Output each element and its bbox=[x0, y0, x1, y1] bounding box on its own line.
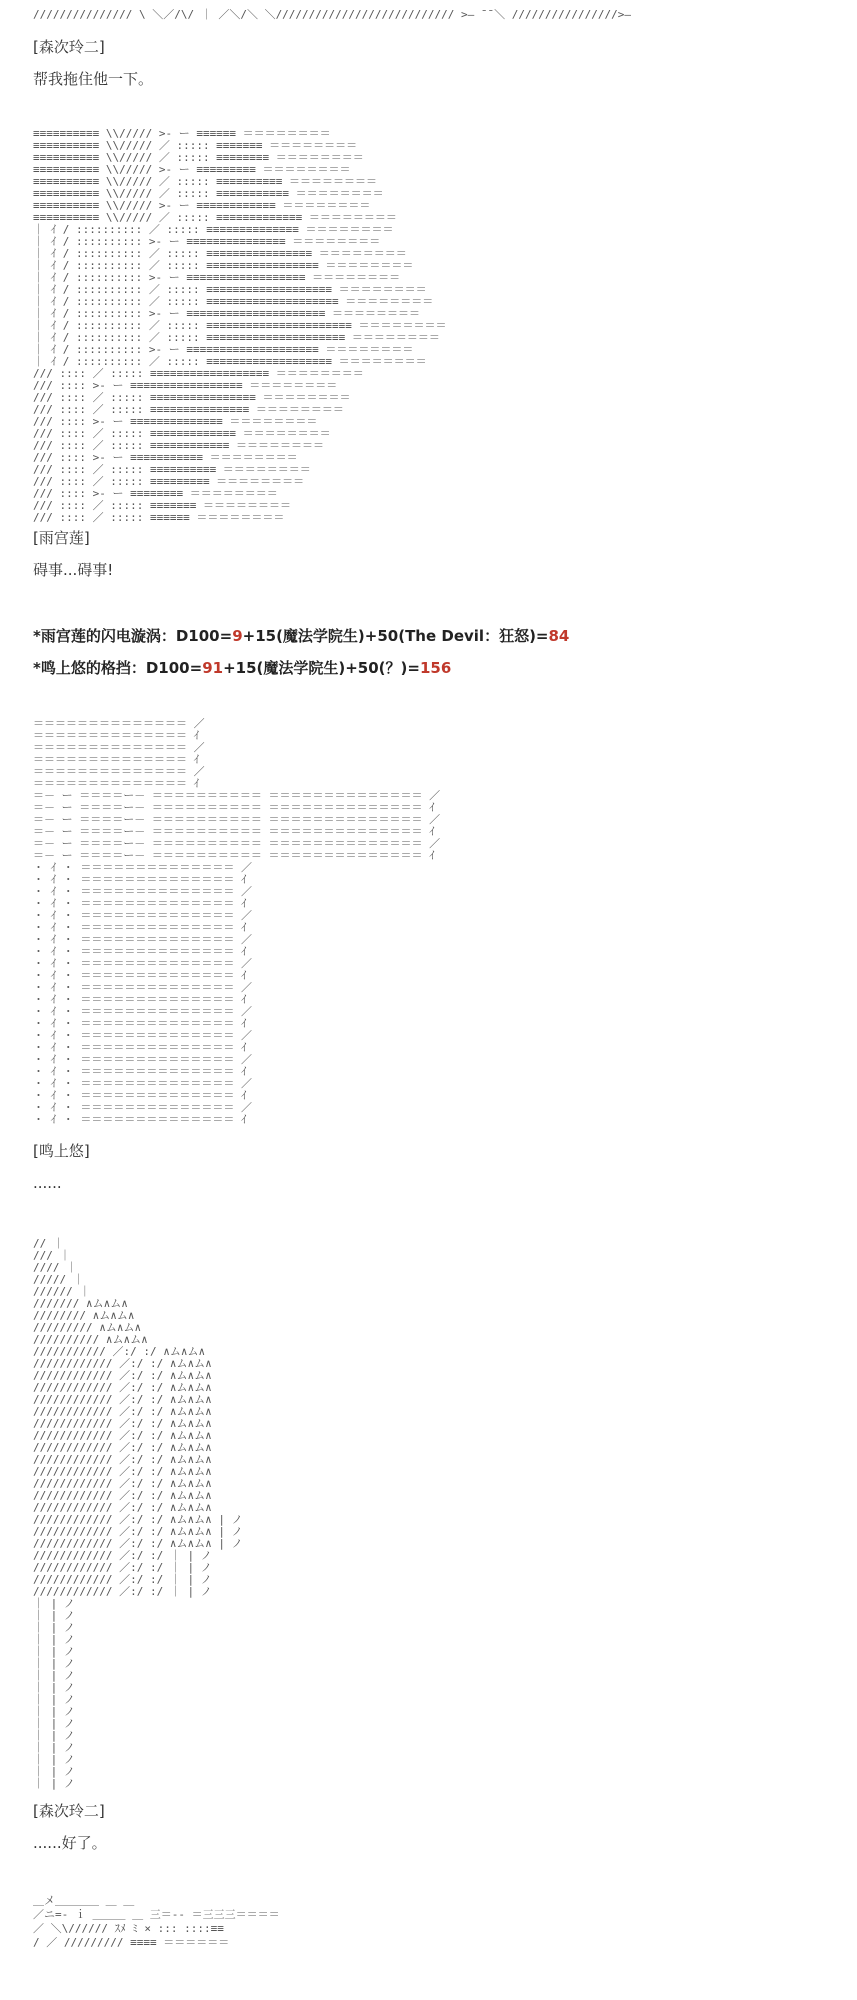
svg-text:/// :::: ／ ::::: ≡≡≡≡≡≡≡≡≡≡: /// :::: ／ ::::: ≡≡≡≡≡≡≡≡≡≡≡≡≡≡≡≡ ＝＝＝＝＝＝＝＝ bbox=[33, 391, 351, 404]
svg-text:/// ｜: /// ｜ bbox=[33, 1249, 71, 1262]
svg-text:////////// ∧ム∧ム∧: ////////// ∧ム∧ム∧ bbox=[33, 1333, 148, 1346]
svg-text:＝＝＝＝＝＝＝＝＝＝＝＝＝＝ ／: ＝＝＝＝＝＝＝＝＝＝＝＝＝＝ ／ bbox=[33, 741, 205, 754]
svg-text:・ ｲ ・: ・ ｲ ・ ＝＝＝＝＝＝＝＝＝＝＝＝＝＝ ／ bbox=[33, 933, 252, 946]
svg-text:｜ | ノ: ｜ | ノ bbox=[33, 1777, 75, 1790]
svg-text:/ ／ ///////// ≡≡≡≡ ＝＝＝＝＝＝: / ／ ///////// ≡≡≡≡ ＝＝＝＝＝＝ bbox=[33, 1936, 230, 1949]
svg-text://////////// ／:/ :/ ∧ム∧ム∧: //////////// ／:/ :/ ∧ム∧ム∧ bbox=[33, 1393, 212, 1406]
dialogue-line: ...... bbox=[33, 1174, 62, 1192]
svg-text:｜ | ノ: ｜ | ノ bbox=[33, 1609, 75, 1622]
svg-text:・ ｲ ・: ・ ｲ ・ ＝＝＝＝＝＝＝＝＝＝＝＝＝＝ ｲ bbox=[33, 969, 247, 982]
svg-text:・ ｲ ・: ・ ｲ ・ ＝＝＝＝＝＝＝＝＝＝＝＝＝＝ ／ bbox=[33, 1077, 252, 1090]
svg-text://///// ∧ム∧ム∧: /////// ∧ム∧ム∧ bbox=[33, 1297, 128, 1310]
svg-text:・ ｲ ・: ・ ｲ ・ ＝＝＝＝＝＝＝＝＝＝＝＝＝＝ ｲ bbox=[33, 945, 247, 958]
svg-text:≡≡≡≡≡≡≡≡≡≡ \\///// ／ ::::: ≡: ≡≡≡≡≡≡≡≡≡≡ \\///// ／ ::::: ≡≡≡≡≡≡≡≡ ＝＝＝＝＝＝＝＝ bbox=[33, 151, 364, 164]
svg-text:＝＝＝＝＝＝＝＝＝＝＝＝＝＝ ｲ: ＝＝＝＝＝＝＝＝＝＝＝＝＝＝ ｲ bbox=[33, 777, 200, 790]
die-result: 91 bbox=[202, 659, 224, 677]
svg-text:＝－ ー ＝＝＝＝ー－ ＝＝＝＝＝＝＝＝＝＝: ＝－ ー ＝＝＝＝ー－ ＝＝＝＝＝＝＝＝＝＝ ＝＝＝＝＝＝＝＝＝＝＝＝＝＝ ／ bbox=[33, 789, 441, 802]
svg-text://////////// ／:/ :/ ∧ム∧ム∧: //////////// ／:/ :/ ∧ム∧ム∧ bbox=[33, 1465, 212, 1478]
svg-text:/// :::: ／ ::::: ≡≡≡≡≡≡≡≡≡≡: /// :::: ／ ::::: ≡≡≡≡≡≡≡≡≡≡≡≡≡ ＝＝＝＝＝＝＝＝ bbox=[33, 427, 331, 440]
svg-text:・ ｲ ・ ＝: ・ ｲ ・ ＝＝＝＝＝＝＝＝＝＝＝＝＝＝ ｲ bbox=[33, 897, 247, 910]
svg-text:｜ | ノ: ｜ | ノ bbox=[33, 1705, 75, 1718]
svg-text://///////////// \ ＼／/\/ ｜: /////////////// \ ＼／/\/ ｜ ／＼/＼ ＼/////////////////////////// >— ̄ ̄ ＼ ////////////////>— bbox=[33, 8, 631, 21]
svg-text:/// :::: >- ー ≡≡≡≡≡≡≡≡ ＝＝: /// :::: >- ー ≡≡≡≡≡≡≡≡ ＝＝＝＝＝＝＝＝ bbox=[33, 487, 278, 500]
roll-total: 84 bbox=[548, 627, 570, 645]
svg-text:｜ ｲ / :::::::::: ／ ::::: ≡≡: ｜ ｲ / :::::::::: ／ ::::: ≡≡≡≡≡≡≡≡≡≡≡≡≡≡≡≡≡≡≡≡ ＝＝＝＝＝＝＝＝ bbox=[33, 295, 434, 308]
svg-text:｜ | ノ: ｜ | ノ bbox=[33, 1669, 75, 1682]
svg-text:｜ ｲ / :::::::::: ／ ::::: ≡≡: ｜ ｲ / :::::::::: ／ ::::: ≡≡≡≡≡≡≡≡≡≡≡≡≡≡≡≡ ＝＝＝＝＝＝＝＝ bbox=[33, 247, 407, 260]
svg-text:＝－ ー ＝＝＝＝ー－ ＝＝＝＝＝＝＝＝＝＝: ＝－ ー ＝＝＝＝ー－ ＝＝＝＝＝＝＝＝＝＝ ＝＝＝＝＝＝＝＝＝＝＝＝＝＝ ／ bbox=[33, 837, 441, 850]
speaker-name: [雨宫莲] bbox=[33, 529, 90, 547]
svg-text:｜ ｲ / :::::::::: >- ー ≡≡≡≡: ｜ ｲ / :::::::::: >- ー ≡≡≡≡≡≡≡≡≡≡≡≡≡≡≡≡≡≡ ＝＝＝＝＝＝＝＝ bbox=[33, 271, 401, 284]
svg-text:・ ｲ ・ ＝＝＝: ・ ｲ ・ ＝＝＝＝＝＝＝＝＝＝＝＝＝＝ ｲ bbox=[33, 873, 247, 886]
svg-text:｜ | ノ: ｜ | ノ bbox=[33, 1693, 75, 1706]
ascii-art-winged-figure bbox=[33, 1235, 633, 1795]
svg-text:｜ | ノ: ｜ | ノ bbox=[33, 1645, 75, 1658]
svg-text:・ ｲ ・ ＝＝＝＝: ・ ｲ ・ ＝＝＝＝＝＝＝＝＝＝＝＝＝＝ ／ bbox=[33, 861, 252, 874]
svg-text:≡≡≡≡≡≡≡≡≡≡ \\///// ／ ::::: ≡: ≡≡≡≡≡≡≡≡≡≡ \\///// ／ ::::: ≡≡≡≡≡≡≡ ＝＝＝＝＝＝＝＝ bbox=[33, 139, 358, 152]
svg-text:｜ | ノ: ｜ | ノ bbox=[33, 1681, 75, 1694]
svg-text:/// :::: >- ー ≡≡≡≡≡≡≡≡≡≡≡: /// :::: >- ー ≡≡≡≡≡≡≡≡≡≡≡ ＝＝＝＝＝＝＝＝ bbox=[33, 451, 298, 464]
ascii-art-top-fragment bbox=[33, 0, 793, 28]
svg-text:///////// ∧ム∧ム∧: ///////// ∧ム∧ム∧ bbox=[33, 1321, 142, 1334]
svg-text://////////// ／:/ :/ ∧ム∧ム∧: //////////// ／:/ :/ ∧ム∧ム∧ bbox=[33, 1489, 212, 1502]
svg-text:≡≡≡≡≡≡≡≡≡≡ \\///// >- ー ≡≡≡: ≡≡≡≡≡≡≡≡≡≡ \\///// >- ー ≡≡≡≡≡≡≡≡≡ ＝＝＝＝＝＝＝＝ bbox=[33, 163, 351, 176]
svg-text:≡≡≡≡≡≡≡≡≡≡ \\///// >- ー ≡≡≡: ≡≡≡≡≡≡≡≡≡≡ \\///// >- ー ≡≡≡≡≡≡≡≡≡≡≡≡ ＝＝＝＝＝＝＝＝ bbox=[33, 199, 371, 212]
svg-text:・ ｲ ・: ・ ｲ ・ ＝＝＝＝＝＝＝＝＝＝＝＝＝＝ ／ bbox=[33, 1101, 252, 1114]
svg-text:｜ | ノ: ｜ | ノ bbox=[33, 1741, 75, 1754]
svg-text:・ ｲ ・: ・ ｲ ・ ＝＝＝＝＝＝＝＝＝＝＝＝＝＝ ｲ bbox=[33, 1089, 247, 1102]
svg-text:＝＝＝＝＝＝＝＝＝＝＝＝＝＝ ／: ＝＝＝＝＝＝＝＝＝＝＝＝＝＝ ／ bbox=[33, 765, 205, 778]
svg-text:＝＝＝＝＝＝＝＝＝＝＝＝＝＝ ／: ＝＝＝＝＝＝＝＝＝＝＝＝＝＝ ／ bbox=[33, 717, 205, 730]
ascii-art-lightning-block bbox=[33, 715, 777, 1135]
svg-text:/// :::: ／ ::::: ≡≡≡≡≡≡≡≡≡≡: /// :::: ／ ::::: ≡≡≡≡≡≡≡≡≡≡≡≡≡≡≡≡≡≡ ＝＝＝＝＝＝＝＝ bbox=[33, 367, 364, 380]
svg-text://////////// ／:/ :/ ｜: //////////// ／:/ :/ ｜ | ノ bbox=[33, 1561, 212, 1574]
svg-text:・ ｲ ・: ・ ｲ ・ ＝＝＝＝＝＝＝＝＝＝＝＝＝＝ ｲ bbox=[33, 993, 247, 1006]
ascii-art-bottom-fragment bbox=[33, 1890, 777, 2000]
svg-text:・ ｲ ・: ・ ｲ ・ ＝＝＝＝＝＝＝＝＝＝＝＝＝＝ ｲ bbox=[33, 1017, 247, 1030]
svg-text:・ ｲ ・: ・ ｲ ・ ＝＝＝＝＝＝＝＝＝＝＝＝＝＝ ／ bbox=[33, 1053, 252, 1066]
svg-text:・ ｲ ・: ・ ｲ ・ ＝＝＝＝＝＝＝＝＝＝＝＝＝＝ ／ bbox=[33, 1005, 252, 1018]
svg-text:｜ ｲ / :::::::::: ／ ::::: ≡≡: ｜ ｲ / :::::::::: ／ ::::: ≡≡≡≡≡≡≡≡≡≡≡≡≡≡≡≡≡≡≡ ＝＝＝＝＝＝＝＝ bbox=[33, 283, 427, 296]
svg-text:｜ | ノ: ｜ | ノ bbox=[33, 1765, 75, 1778]
svg-text:＝－ ー ＝＝＝＝ー－ ＝＝＝＝＝＝＝＝＝＝: ＝－ ー ＝＝＝＝ー－ ＝＝＝＝＝＝＝＝＝＝ ＝＝＝＝＝＝＝＝＝＝＝＝＝＝ ｲ bbox=[33, 825, 435, 838]
dialogue-line: 帮我拖住他一下。 bbox=[33, 70, 154, 88]
svg-text:・ ｲ ・: ・ ｲ ・ ＝＝＝＝＝＝＝＝＝＝＝＝＝＝ ／ bbox=[33, 1029, 252, 1042]
svg-text:////// ｜: ////// ｜ bbox=[33, 1285, 91, 1298]
svg-text:≡≡≡≡≡≡≡≡≡≡ \\///// ／ ::::: ≡: ≡≡≡≡≡≡≡≡≡≡ \\///// ／ ::::: ≡≡≡≡≡≡≡≡≡≡≡ ＝＝＝＝＝＝＝＝ bbox=[33, 187, 384, 200]
svg-text://////////// ／:/ :/ ∧ム∧ム∧: //////////// ／:/ :/ ∧ム∧ム∧ bbox=[33, 1357, 212, 1370]
svg-text://////////// ／:/ :/ ∧ム∧ム∧: //////////// ／:/ :/ ∧ム∧ム∧ | ノ bbox=[33, 1513, 243, 1526]
svg-text:≡≡≡≡≡≡≡≡≡≡ \\///// ／ ::::: ≡: ≡≡≡≡≡≡≡≡≡≡ \\///// ／ ::::: ≡≡≡≡≡≡≡≡≡≡ ＝＝＝＝＝＝＝＝ bbox=[33, 175, 378, 188]
svg-text:｜ | ノ: ｜ | ノ bbox=[33, 1753, 75, 1766]
svg-text://////////// ／:/ :/ ∧ム∧ム∧: //////////// ／:/ :/ ∧ム∧ム∧ bbox=[33, 1453, 212, 1466]
speaker-name: [森次玲二] bbox=[33, 38, 105, 56]
svg-text:・ ｲ ・: ・ ｲ ・ ＝＝＝＝＝＝＝＝＝＝＝＝＝＝ ／ bbox=[33, 957, 252, 970]
svg-text:｜ ｲ / :::::::::: >- ー ≡≡≡≡: ｜ ｲ / :::::::::: >- ー ≡≡≡≡≡≡≡≡≡≡≡≡≡≡≡ ＝＝＝＝＝＝＝＝ bbox=[33, 235, 381, 248]
svg-text://////////// ／:/ :/ ∧ム∧ム∧: //////////// ／:/ :/ ∧ム∧ム∧ bbox=[33, 1441, 212, 1454]
svg-text://// ｜: //// ｜ bbox=[33, 1261, 78, 1274]
svg-text://////////// ／:/ :/ ｜: //////////// ／:/ :/ ｜ | ノ bbox=[33, 1549, 212, 1562]
svg-text:／ニ=- ｉ ＿＿＿ ＿ 三＝-- ＝三三三＝＝＝＝: ／ニ=- ｉ ＿＿＿ ＿ 三＝-- ＝三三三＝＝＝＝ bbox=[33, 1908, 280, 1921]
svg-text://////////// ／:/ :/ ∧ム∧ム∧: //////////// ／:/ :/ ∧ム∧ム∧ bbox=[33, 1477, 212, 1490]
svg-text://////////// ／:/ :/ ｜: //////////// ／:/ :/ ｜ | ノ bbox=[33, 1573, 212, 1586]
svg-text://////////// ／:/ :/ ∧ム∧ム∧: //////////// ／:/ :/ ∧ム∧ム∧ bbox=[33, 1429, 212, 1442]
svg-text:＝－ ー ＝＝＝＝ー－ ＝＝＝＝＝＝＝＝＝＝: ＝－ ー ＝＝＝＝ー－ ＝＝＝＝＝＝＝＝＝＝ ＝＝＝＝＝＝＝＝＝＝＝＝＝＝ ｲ bbox=[33, 849, 435, 862]
svg-text:｜ | ノ: ｜ | ノ bbox=[33, 1717, 75, 1730]
dice-roll-attack: *雨宫莲的闪电漩涡：D100=9+15(魔法学院生)+50(The Devil：狂怒)=84 bbox=[33, 627, 570, 645]
svg-text:・ ｲ ・: ・ ｲ ・ ＝＝＝＝＝＝＝＝＝＝＝＝＝＝ ｲ bbox=[33, 1113, 247, 1126]
svg-text:｜ | ノ: ｜ | ノ bbox=[33, 1597, 75, 1610]
svg-text:/// :::: ／ ::::: ≡≡≡≡≡≡≡≡≡≡: /// :::: ／ ::::: ≡≡≡≡≡≡≡≡≡≡≡≡≡≡≡ ＝＝＝＝＝＝＝＝ bbox=[33, 403, 344, 416]
svg-text:/// :::: ／ ::::: ≡≡≡≡≡≡ ＝＝: /// :::: ／ ::::: ≡≡≡≡≡≡ ＝＝＝＝＝＝＝＝ bbox=[33, 511, 285, 523]
svg-text:｜ ｲ / :::::::::: >- ー ≡≡≡≡: ｜ ｲ / :::::::::: >- ー ≡≡≡≡≡≡≡≡≡≡≡≡≡≡≡≡≡≡≡≡≡ ＝＝＝＝＝＝＝＝ bbox=[33, 307, 421, 320]
speaker-name: [森次玲二] bbox=[33, 1802, 105, 1820]
svg-text://////////// ／:/ :/ ∧ム∧ム∧: //////////// ／:/ :/ ∧ム∧ム∧ bbox=[33, 1381, 212, 1394]
roll-total: 156 bbox=[419, 659, 452, 677]
svg-text:｜ ｲ / :::::::::: ／ ::::: ≡≡: ｜ ｲ / :::::::::: ／ ::::: ≡≡≡≡≡≡≡≡≡≡≡≡≡≡≡≡≡≡≡ ＝＝＝＝＝＝＝＝ bbox=[33, 355, 427, 368]
svg-text://////// ∧ム∧ム∧: //////// ∧ム∧ム∧ bbox=[33, 1309, 135, 1322]
svg-text:｜ ｲ / :::::::::: ／ ::::: ≡≡: ｜ ｲ / :::::::::: ／ ::::: ≡≡≡≡≡≡≡≡≡≡≡≡≡≡ ＝＝＝＝＝＝＝＝ bbox=[33, 223, 394, 236]
svg-text:・ ｲ ・: ・ ｲ ・ ＝＝＝＝＝＝＝＝＝＝＝＝＝＝ ｲ bbox=[33, 921, 247, 934]
svg-text:≡≡≡≡≡≡≡≡≡≡ \\///// >- ー ≡≡≡: ≡≡≡≡≡≡≡≡≡≡ \\///// >- ー ≡≡≡≡≡≡ ＝＝＝＝＝＝＝＝ bbox=[33, 127, 331, 140]
dialogue-line: 碍事...碍事! bbox=[33, 561, 114, 579]
svg-text:/// :::: ／ ::::: ≡≡≡≡≡≡≡ ＝: /// :::: ／ ::::: ≡≡≡≡≡≡≡ ＝＝＝＝＝＝＝＝ bbox=[33, 499, 291, 512]
svg-text:・ ｲ ・: ・ ｲ ・ ＝＝＝＝＝＝＝＝＝＝＝＝＝＝ ／ bbox=[33, 909, 252, 922]
svg-text:≡≡≡≡≡≡≡≡≡≡ \\///// ／ ::::: ≡: ≡≡≡≡≡≡≡≡≡≡ \\///// ／ ::::: ≡≡≡≡≡≡≡≡≡≡≡≡≡ ＝＝＝＝＝＝＝＝ bbox=[33, 211, 397, 224]
speaker-name: [鸣上悠] bbox=[33, 1142, 90, 1160]
svg-text:・ ｲ ・: ・ ｲ ・ ＝＝＝＝＝＝＝＝＝＝＝＝＝＝ ／ bbox=[33, 981, 252, 994]
svg-text:｜ ｲ / :::::::::: ／ ::::: ≡≡: ｜ ｲ / :::::::::: ／ ::::: ≡≡≡≡≡≡≡≡≡≡≡≡≡≡≡≡≡ ＝＝＝＝＝＝＝＝ bbox=[33, 259, 414, 272]
svg-text:｜ ｲ / :::::::::: ／ ::::: ≡≡: ｜ ｲ / :::::::::: ／ ::::: ≡≡≡≡≡≡≡≡≡≡≡≡≡≡≡≡≡≡≡≡≡≡ ＝＝＝＝＝＝＝＝ bbox=[33, 319, 447, 332]
svg-text:// ｜: // ｜ bbox=[33, 1237, 64, 1250]
svg-text://////////// ／:/ :/ ｜: //////////// ／:/ :/ ｜ | ノ bbox=[33, 1585, 212, 1598]
svg-text://////////// ／:/ :/ ∧ム∧ム∧: //////////// ／:/ :/ ∧ム∧ム∧ bbox=[33, 1417, 212, 1430]
svg-text:＝－ ー ＝＝＝＝ー－ ＝＝＝＝＝＝＝＝＝＝: ＝－ ー ＝＝＝＝ー－ ＝＝＝＝＝＝＝＝＝＝ ＝＝＝＝＝＝＝＝＝＝＝＝＝＝ ／ bbox=[33, 813, 441, 826]
svg-text:｜ | ノ: ｜ | ノ bbox=[33, 1657, 75, 1670]
svg-text:/// :::: ／ ::::: ≡≡≡≡≡≡≡≡≡: /// :::: ／ ::::: ≡≡≡≡≡≡≡≡≡ ＝＝＝＝＝＝＝＝ bbox=[33, 475, 305, 488]
svg-text:///// ｜: ///// ｜ bbox=[33, 1273, 84, 1286]
svg-text:＿メ＿＿＿＿ ＿ ＿: ＿メ＿＿＿＿ ＿ ＿ bbox=[33, 1894, 135, 1907]
svg-text://////////// ／:/ :/ ∧ム∧ム∧: //////////// ／:/ :/ ∧ム∧ム∧ bbox=[33, 1369, 212, 1382]
svg-text:＝－ ー ＝＝＝＝ー－ ＝＝＝＝＝＝＝＝＝＝: ＝－ ー ＝＝＝＝ー－ ＝＝＝＝＝＝＝＝＝＝ ＝＝＝＝＝＝＝＝＝＝＝＝＝＝ ｲ bbox=[33, 801, 435, 814]
svg-text:/// :::: >- ー ≡≡≡≡≡≡≡≡≡≡≡≡: /// :::: >- ー ≡≡≡≡≡≡≡≡≡≡≡≡≡≡≡≡≡ ＝＝＝＝＝＝＝＝ bbox=[33, 379, 338, 392]
svg-text:｜ | ノ: ｜ | ノ bbox=[33, 1633, 75, 1646]
svg-text:｜ ｲ / :::::::::: >- ー ≡≡≡≡: ｜ ｲ / :::::::::: >- ー ≡≡≡≡≡≡≡≡≡≡≡≡≡≡≡≡≡≡≡≡ ＝＝＝＝＝＝＝＝ bbox=[33, 343, 414, 356]
svg-text://////////// ／:/ :/ ∧ム∧ム∧: //////////// ／:/ :/ ∧ム∧ム∧ | ノ bbox=[33, 1537, 243, 1550]
svg-text:・ ｲ ・: ・ ｲ ・ ＝＝＝＝＝＝＝＝＝＝＝＝＝＝ ｲ bbox=[33, 1041, 247, 1054]
dialogue-line: ......好了。 bbox=[33, 1834, 107, 1852]
svg-text:・ ｲ ・: ・ ｲ ・ ＝＝＝＝＝＝＝＝＝＝＝＝＝＝ ｲ bbox=[33, 1065, 247, 1078]
svg-text://///////// ／:/ :/ ∧ム∧ム∧: /////////// ／:/ :/ ∧ム∧ム∧ bbox=[33, 1345, 206, 1358]
svg-text:/// :::: ／ ::::: ≡≡≡≡≡≡≡≡≡≡: /// :::: ／ ::::: ≡≡≡≡≡≡≡≡≡≡≡≡ ＝＝＝＝＝＝＝＝ bbox=[33, 439, 325, 452]
svg-text://////////// ／:/ :/ ∧ム∧ム∧: //////////// ／:/ :/ ∧ム∧ム∧ bbox=[33, 1405, 212, 1418]
svg-text:・ ｲ ・ ＝＝: ・ ｲ ・ ＝＝＝＝＝＝＝＝＝＝＝＝＝＝ ／ bbox=[33, 885, 252, 898]
dice-roll-block: *鸣上悠的格挡：D100=91+15(魔法学院生)+50(？)=156 bbox=[33, 659, 452, 677]
svg-text:＝＝＝＝＝＝＝＝＝＝＝＝＝＝ ｲ: ＝＝＝＝＝＝＝＝＝＝＝＝＝＝ ｲ bbox=[33, 729, 200, 742]
ascii-art-clash-scene bbox=[33, 125, 777, 523]
svg-text://////////// ／:/ :/ ∧ム∧ム∧: //////////// ／:/ :/ ∧ム∧ム∧ | ノ bbox=[33, 1525, 243, 1538]
die-result: 9 bbox=[232, 627, 243, 645]
svg-text://////////// ／:/ :/ ∧ム∧ム∧: //////////// ／:/ :/ ∧ム∧ム∧ bbox=[33, 1501, 212, 1514]
svg-text:／ ＼\////// ｽﾒ ﾐ × ::: ::::≡: ／ ＼\////// ｽﾒ ﾐ × ::: ::::≡≡ bbox=[33, 1922, 224, 1935]
svg-text:/// :::: ／ ::::: ≡≡≡≡≡≡≡≡≡≡: /// :::: ／ ::::: ≡≡≡≡≡≡≡≡≡≡ ＝＝＝＝＝＝＝＝ bbox=[33, 463, 311, 476]
svg-text:｜ | ノ: ｜ | ノ bbox=[33, 1729, 75, 1742]
svg-text:＝＝＝＝＝＝＝＝＝＝＝＝＝＝ ｲ: ＝＝＝＝＝＝＝＝＝＝＝＝＝＝ ｲ bbox=[33, 753, 200, 766]
svg-text:｜ ｲ / :::::::::: ／ ::::: ≡≡: ｜ ｲ / :::::::::: ／ ::::: ≡≡≡≡≡≡≡≡≡≡≡≡≡≡≡≡≡≡≡≡≡ ＝＝＝＝＝＝＝＝ bbox=[33, 331, 440, 344]
svg-text:｜ | ノ: ｜ | ノ bbox=[33, 1621, 75, 1634]
svg-text:/// :::: >- ー ≡≡≡≡≡≡≡≡≡≡≡≡: /// :::: >- ー ≡≡≡≡≡≡≡≡≡≡≡≡≡≡ ＝＝＝＝＝＝＝＝ bbox=[33, 415, 318, 428]
